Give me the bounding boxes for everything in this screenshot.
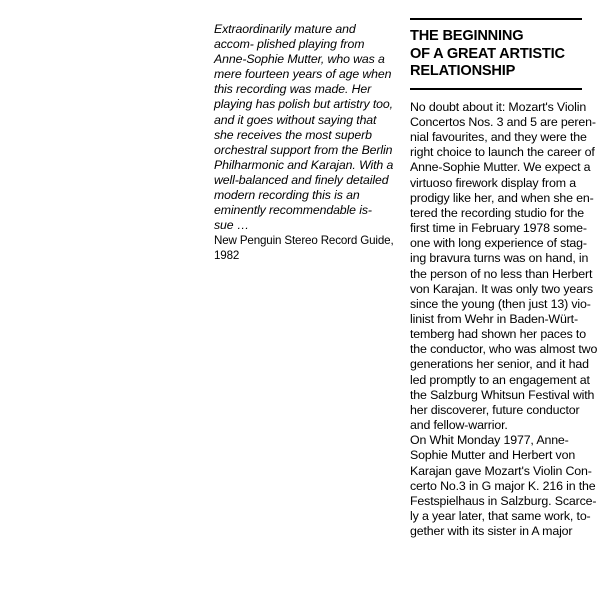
body-line: On Whit Monday 1977, Anne-	[410, 433, 569, 448]
quote-line: Berlin Philharmonic and Karajan.	[214, 142, 393, 172]
article-column	[410, 18, 598, 539]
body-line: ly a year later, that same work, to-	[410, 509, 591, 523]
body-line: and fellow-warrior.	[410, 418, 508, 433]
quote-line: was made. Her playing has polish	[214, 82, 372, 112]
body-line: the person of no less than Herbert	[410, 266, 593, 281]
body-line: gether with its sister in A major	[410, 524, 573, 539]
quote-line: sue …	[214, 218, 250, 233]
body-line: temberg had shown her paces to	[410, 327, 586, 342]
body-line: certo No.3 in G major K. 216 in the	[410, 478, 596, 493]
quote-line: Extraordinarily mature and accom-	[214, 22, 356, 52]
body-line: right choice to launch the career of	[410, 145, 595, 160]
quote-column	[214, 22, 394, 264]
quote-line: superb orchestral support from the	[214, 127, 372, 157]
body-line: von Karajan. It was only two years	[410, 281, 593, 296]
body-line: the conductor, who was almost two	[410, 342, 598, 357]
body-line: Anne-Sophie Mutter. We expect a	[410, 160, 591, 175]
body-line: generations her senior, and it had	[410, 357, 589, 372]
headline-line: OF A GREAT ARTISTIC	[410, 45, 565, 62]
body-line: virtuoso firework display from a	[410, 175, 576, 190]
quote-line: saying that she receives the most	[214, 112, 377, 142]
body-line: linist from Wehr in Baden-Würt-	[410, 311, 578, 326]
body-line: first time in February 1978 some-	[410, 221, 587, 236]
body-line: Concertos Nos. 3 and 5 are peren-	[410, 114, 596, 129]
body-line: Sophie Mutter and Herbert von	[410, 448, 576, 463]
body-line: Karajan gave Mozart's Violin Con-	[410, 463, 592, 478]
headline-rule-bottom	[410, 88, 582, 90]
body-line: one with long experience of stag-	[410, 236, 587, 251]
body-line: led promptly to an engagement at	[410, 372, 590, 387]
quote-line: detailed modern recording this is	[214, 172, 389, 203]
body-line: her discoverer, future conductor	[410, 402, 580, 417]
body-line: since the young (then just 13) vio-	[410, 296, 591, 311]
quote-source: New Penguin Stereo Record Guide, 1982	[214, 234, 394, 263]
quote-line: years of age when this recording	[214, 67, 392, 97]
body-line: No doubt about it: Mozart's Violin	[410, 99, 587, 114]
quote-line: an eminently recommendable is-	[214, 188, 372, 218]
headline-line: RELATIONSHIP	[410, 63, 516, 80]
body-line: Festspielhaus in Salzburg. Scarce-	[410, 493, 597, 508]
body-line: ing bravura turns was on hand, in	[410, 251, 589, 266]
body-line: prodigy like her, and when she en-	[410, 190, 594, 205]
headline-line: THE BEGINNING	[410, 28, 524, 44]
quote-line: With a well-balanced and finely	[214, 157, 394, 187]
quote-line: but artistry too, and it goes without	[214, 97, 393, 127]
body-line: the Salzburg Whitsun Festival with	[410, 387, 595, 402]
headline-rule-top	[410, 18, 582, 20]
quote-line: plished playing from Anne-Sophie	[214, 37, 365, 67]
quote-line: Mutter, who was a mere fourteen	[214, 52, 385, 82]
quote-text	[214, 22, 394, 233]
body-line: tered the recording studio for the	[410, 205, 584, 220]
body-line: nial favourites, and they were the	[410, 130, 587, 145]
article-body	[410, 99, 598, 540]
article-headline	[410, 28, 582, 81]
